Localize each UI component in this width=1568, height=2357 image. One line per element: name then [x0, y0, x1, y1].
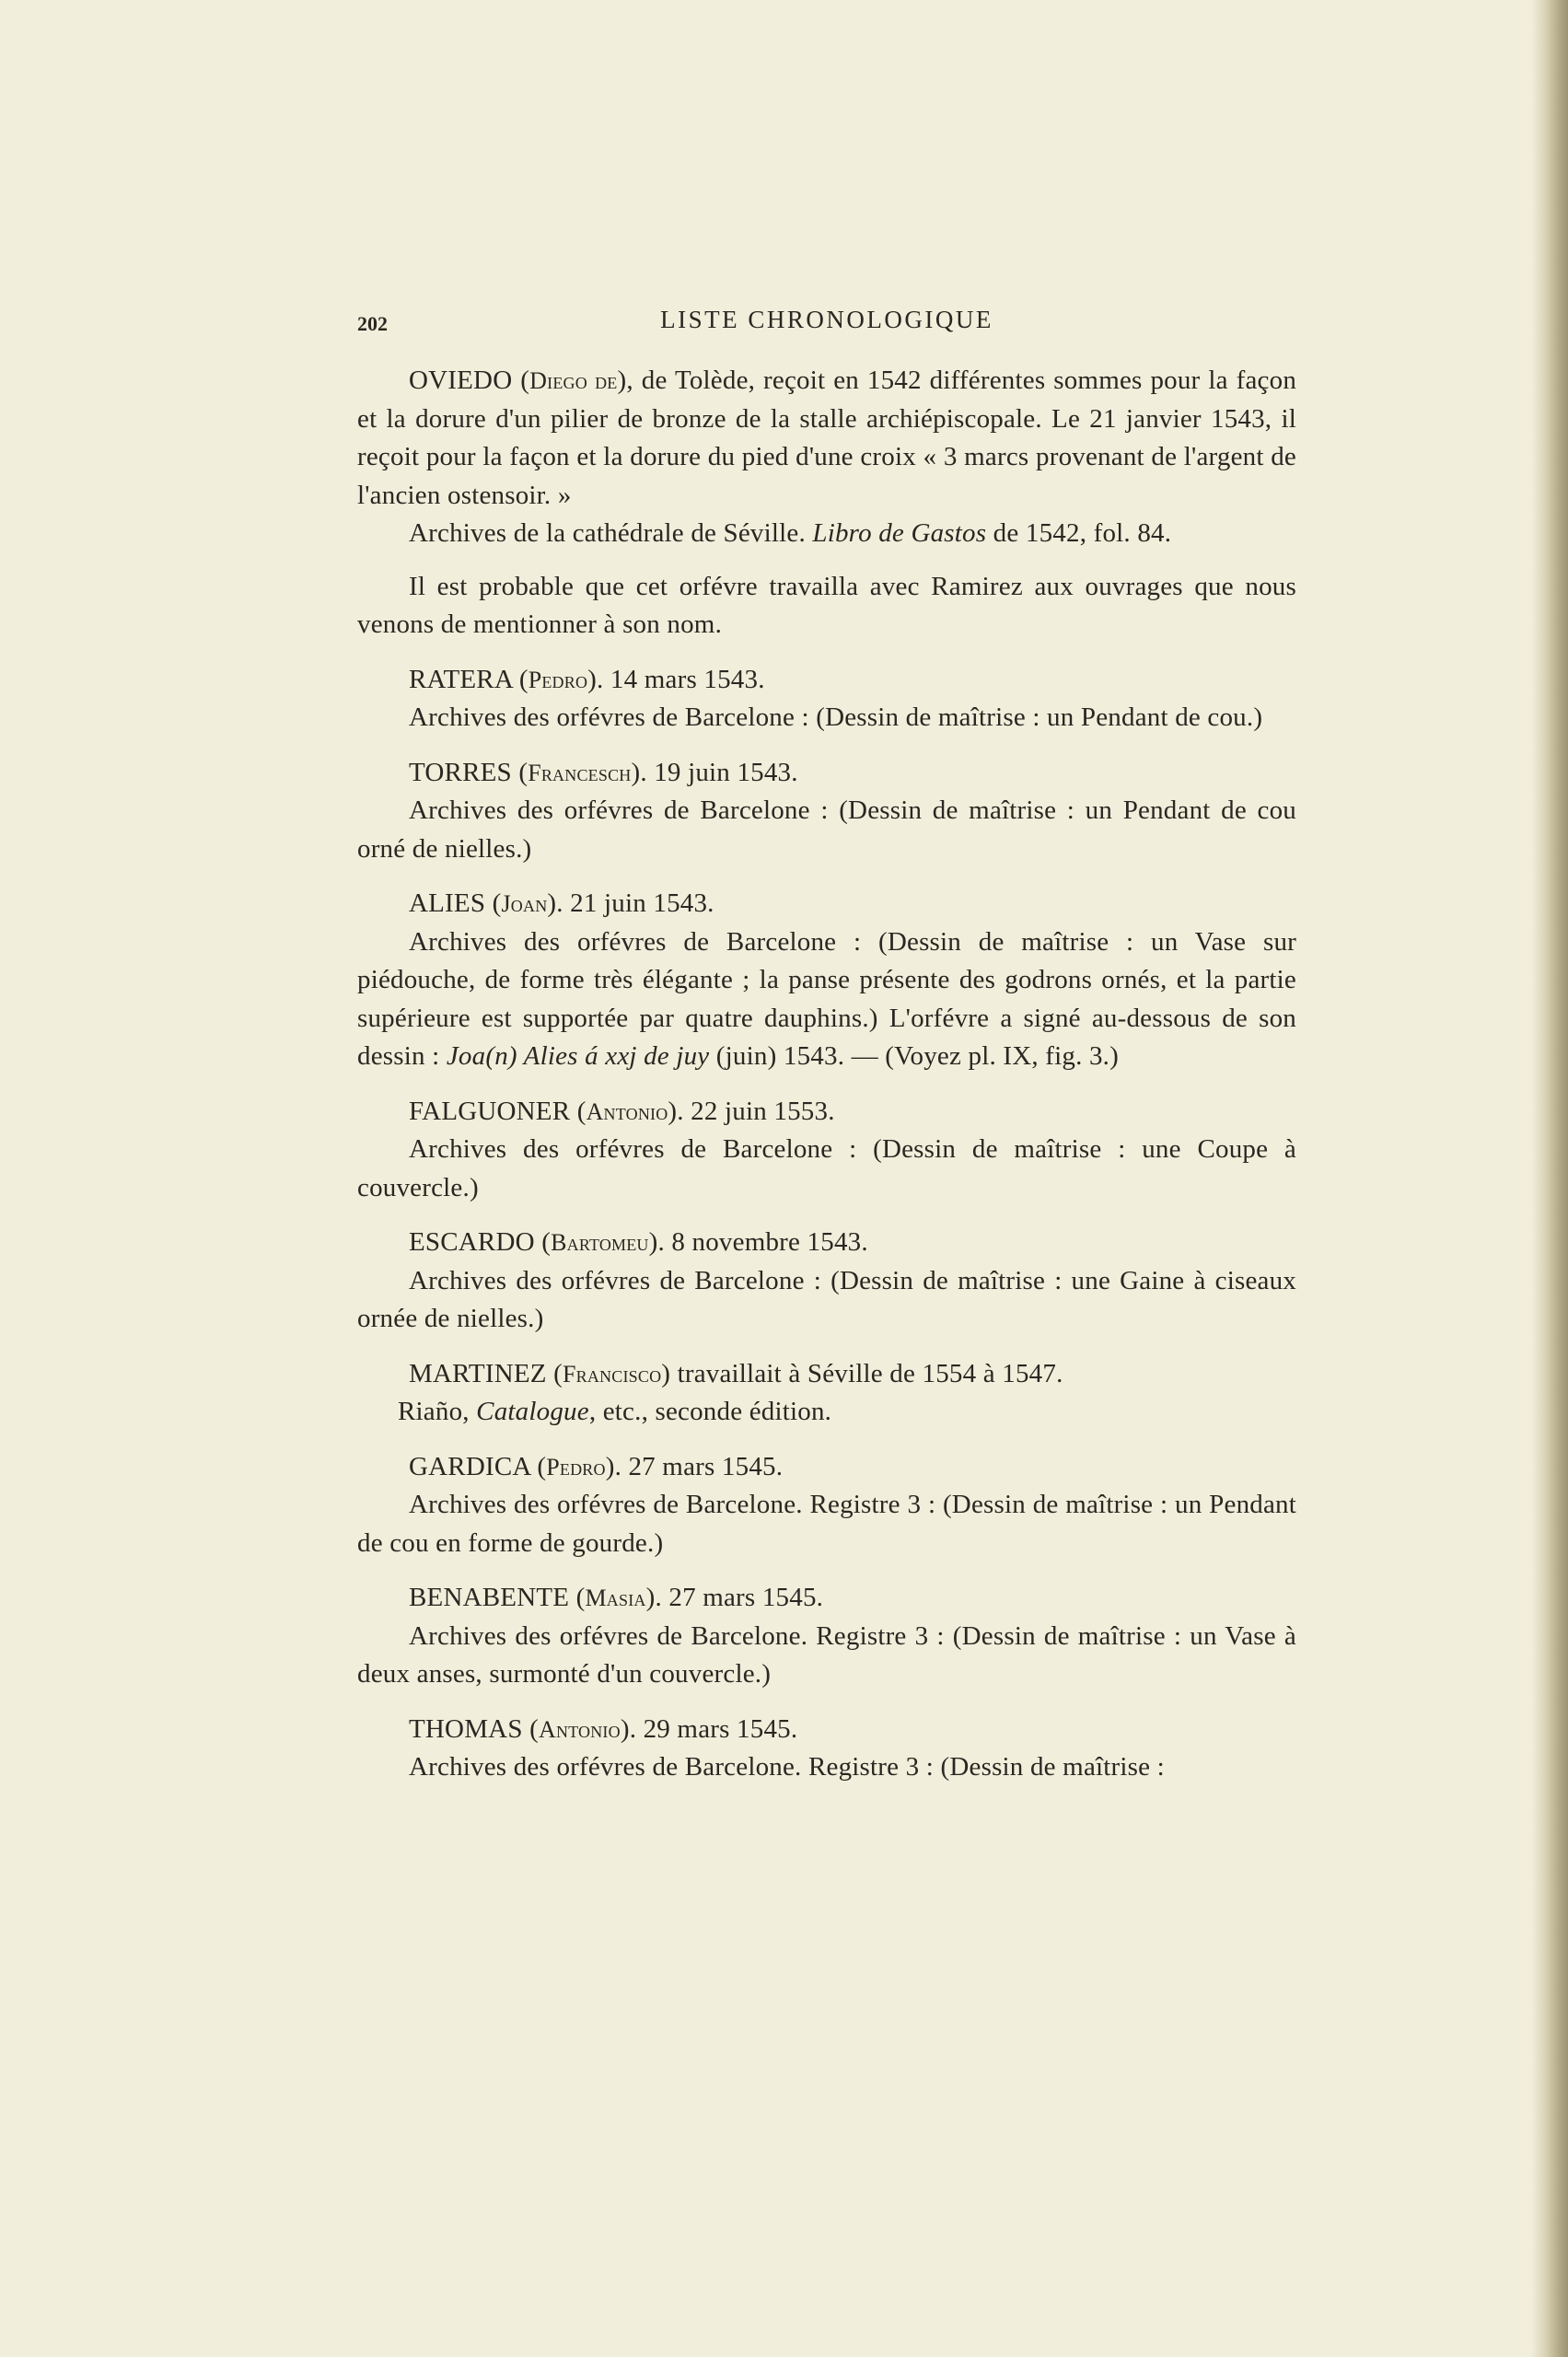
source-title: Libro de Gastos	[812, 518, 987, 548]
source-ref: de 1542, fol. 84.	[986, 518, 1172, 548]
entry-source	[357, 1393, 1296, 1432]
source-text: Archives de la cathédrale de Séville.	[409, 518, 813, 548]
entry-heading: ALIES (Joan). 21 juin 1543.	[409, 888, 714, 918]
source-text: Riaño,	[398, 1397, 477, 1426]
entry-source: Archives des orfévres de Barcelone : (Dessin de maîtrise : une Gaine à ciseaux ornée de nielles.)	[357, 1265, 1296, 1333]
source-title: Catalogue	[476, 1397, 589, 1426]
entry-source: Archives des orfévres de Barcelone. Registre 3 : (Dessin de maîtrise : un Pendant de cou en forme de gourde.)	[357, 1490, 1296, 1558]
entry-falguoner	[357, 1093, 1296, 1208]
entry-alies	[357, 885, 1296, 1076]
entry-name: OVIEDO	[409, 366, 513, 395]
entry-date: . 21 juin 1543.	[556, 888, 714, 918]
entry-escardo	[357, 1224, 1296, 1339]
entry-text: , de Tolède, reçoit en 1542 différentes sommes pour la façon et la dorure d'un pilier de bronze de la stalle archiépiscopale. Le 21 janvier 1543, il reçoit pour la façon et la dorure du pied d'une croix « 3 marcs provenant de l'argent de l'ancien ostensoir. »	[357, 366, 1297, 510]
entry-date: . 8 novembre 1543.	[657, 1227, 868, 1257]
entry-forename: Antonio	[586, 1097, 668, 1125]
entry-torres	[357, 754, 1296, 869]
entry-heading: TORRES (Francesch). 19 juin 1543.	[409, 757, 798, 787]
book-page	[357, 301, 1296, 1804]
entry-name: ESCARDO	[409, 1227, 535, 1257]
entry-ratera	[357, 661, 1296, 737]
entry-name: TORRES	[409, 757, 512, 787]
entry-heading: BENABENTE (Masia). 27 mars 1545.	[409, 1583, 824, 1612]
entry-heading: ESCARDO (Bartomeu). 8 novembre 1543.	[409, 1227, 868, 1257]
entry-oviedo	[357, 362, 1296, 644]
entry-source	[357, 515, 1296, 553]
page-number: 202	[357, 312, 388, 335]
entry-heading: THOMAS (Antonio). 29 mars 1545.	[409, 1713, 798, 1744]
entry-date: . 19 juin 1543.	[640, 757, 798, 787]
entry-heading: MARTINEZ (Francisco) travaillait à Séville de 1554 à 1547.	[409, 1358, 1063, 1388]
entry-source: Archives des orfévres de Barcelone. Registre 3 : (Dessin de maîtrise : un Vase à deux anses, surmonté d'un couvercle.)	[357, 1620, 1296, 1689]
entry-note: Il est probable que cet orfévre travailla avec Ramirez aux ouvrages que nous venons de mentionner à son nom.	[357, 571, 1296, 639]
entry-date: . 29 mars 1545.	[629, 1713, 798, 1744]
entry-gardica	[357, 1448, 1296, 1563]
entry-source	[357, 923, 1296, 1076]
entry-martinez	[357, 1355, 1296, 1432]
source-ref: , etc., seconde édition.	[588, 1397, 832, 1426]
entry-forename: Masia	[585, 1585, 646, 1611]
entry-name: BENABENTE	[409, 1583, 570, 1612]
entry-heading: FALGUONER (Antonio). 22 juin 1553.	[409, 1096, 835, 1126]
entry-source: Archives des orfévres de Barcelone : (Dessin de maîtrise : une Coupe à couvercle.)	[357, 1134, 1296, 1202]
entry-benabente	[357, 1579, 1296, 1694]
entry-source: Archives des orfévres de Barcelone. Registre 3 : (Dessin de maîtrise :	[409, 1752, 1165, 1782]
entry-thomas	[357, 1711, 1296, 1787]
entry-forename: Diego de	[529, 367, 618, 394]
entry-forename: Francisco	[563, 1360, 662, 1387]
entry-source: Archives des orfévres de Barcelone : (Dessin de maîtrise : un Pendant de cou orné de nielles.)	[357, 795, 1296, 864]
running-title: LISTE CHRONOLOGIQUE	[660, 306, 993, 333]
page-binding-shadow	[1531, 0, 1568, 2357]
entry-forename: Joan	[501, 890, 548, 917]
entry-date: travaillait à Séville de 1554 à 1547.	[670, 1358, 1063, 1388]
entry-name: THOMAS	[409, 1713, 523, 1744]
entry-date: . 27 mars 1545.	[655, 1583, 824, 1612]
entry-name: FALGUONER	[409, 1096, 571, 1126]
entry-heading: RATERA (Pedro). 14 mars 1543.	[409, 664, 765, 694]
entry-body: OVIEDO (Diego de), de Tolède, reçoit en 1542 différentes sommes pour la façon et la dorure d'un pilier de bronze de la stalle archiépiscopale. Le 21 janvier 1543, il reçoit pour la façon et la dorure du pied d'une croix « 3 marcs provenant de l'argent de l'ancien ostensoir. »	[357, 366, 1297, 510]
signature-quote: Joa(n) Alies á xxj de juy	[446, 1041, 710, 1071]
page-header	[357, 301, 1296, 349]
entry-name: MARTINEZ	[409, 1358, 547, 1388]
entry-forename: Bartomeu	[551, 1229, 649, 1256]
source-text: Archives des orfévres de Barcelone : (Dessin de maîtrise : un Vase sur piédouche, de forme très élégante ; la panse présente des godrons ornés, et la partie supérieure est supportée par quatre dauphins.) L'orfévre a signé au-dessous de son dessin :	[357, 926, 1296, 1071]
entry-forename: Antonio	[538, 1715, 621, 1743]
entry-date: . 14 mars 1543.	[597, 664, 765, 694]
entry-forename: Pedro	[546, 1453, 606, 1480]
entry-heading: GARDICA (Pedro). 27 mars 1545.	[409, 1451, 784, 1481]
source-ref: (juin) 1543. — (Voyez pl. IX, fig. 3.)	[709, 1041, 1119, 1071]
entry-name: GARDICA	[409, 1451, 530, 1481]
entry-name: RATERA	[409, 664, 513, 694]
entry-date: . 22 juin 1553.	[677, 1096, 835, 1126]
entry-forename: Francesch	[528, 759, 632, 786]
entry-forename: Pedro	[528, 666, 588, 693]
entry-date: . 27 mars 1545.	[614, 1451, 784, 1481]
entry-name: ALIES	[409, 888, 486, 918]
entry-source: Archives des orfévres de Barcelone : (Dessin de maîtrise : un Pendant de cou.)	[409, 702, 1263, 732]
